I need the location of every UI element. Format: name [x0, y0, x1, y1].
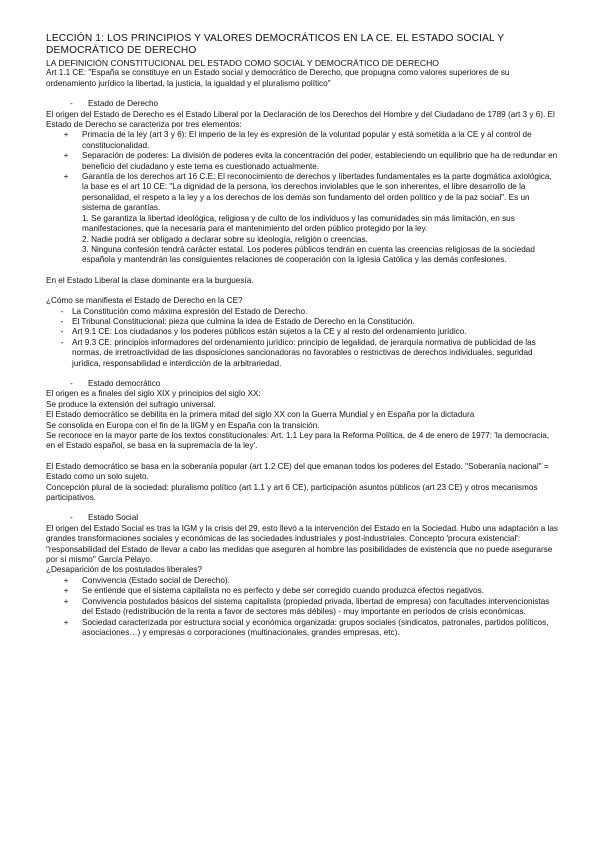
list-item-text: Primacía de la ley (art 3 y 6): El imperio de la ley es expresión de la voluntad popular y está sometida a la CE y al control de constitucionalidad.: [82, 130, 532, 150]
list-item-text: Sociedad caracterizada por estructura social y económica organizada: grupos sociales (sindicatos, patronales, partidos políticos, asociaciones…) y empresas o corporaciones (multinacionales, grandes empresas, etc).: [82, 617, 549, 637]
plus-bullet: +: [63, 586, 69, 596]
plus-bullet: +: [63, 172, 69, 182]
text-line: El Estado democrático se debilita en la primera mitad del siglo XX con la Guerra Mundial y en España por la dictadura: [46, 410, 475, 420]
list-item-text: Convivencia (Estado social de Derecho).: [82, 575, 230, 585]
list-item-text: Art 9.1 CE: Los ciudadanos y los poderes públicos están sujetos a la CE y al resto del ordenamiento jurídico.: [72, 327, 467, 337]
document-page: [46, 33, 560, 638]
list-item: [46, 338, 560, 369]
list-item-text: Art 9.3 CE: principios informadores del ordenamiento jurídico: principio de legalidad, de jerarquía normativa de publicidad de las normas, de irretroactividad de las disposiciones sancionadoras no favorables o restrictivas de derechos individuales, seguridad jurídica, responsabilidad e interdicción de la arbitrariedad.: [72, 337, 536, 368]
question: ¿Cómo se manifiesta el Estado de Derecho en la CE?: [46, 296, 243, 306]
intro-paragraph: Art 1.1 CE: "España se constituye en un Estado social y democrático de Derecho, que propugna como valores superiores de su ordenamiento jurídico la libertad, la justicia, la igualdad y el pluralismo político": [46, 68, 510, 88]
list-item: [46, 130, 560, 151]
dash-bullet: -: [70, 513, 73, 523]
paragraph: Concepción plural de la sociedad: pluralismo político (art 1.1 y art 6 CE), participación asuntos públicos (art 23 CE) y otros mecanismos participativos.: [46, 482, 538, 503]
list-item: [46, 151, 560, 172]
text-line: El origen es a finales del siglo XIX y principios del siglo XX:: [46, 389, 261, 399]
list-item: [46, 597, 560, 618]
list-item: [46, 172, 560, 214]
document-subtitle: LA DEFINICIÓN CONSTITUCIONAL DEL ESTADO COMO SOCIAL Y DEMOCRÁTICO DE DERECHO: [46, 57, 439, 68]
heading-text: Estado Social: [88, 513, 139, 523]
list-item: [46, 618, 560, 639]
list-item: [46, 586, 560, 596]
dash-bullet: -: [70, 378, 73, 388]
plus-list: [46, 576, 560, 638]
paragraph: El Estado democrático se basa en la soberanía popular (art 1.2 CE) del que emanan todos los poderes del Estado. "Soberanía nacional" = Estado como un solo sujeto.: [46, 461, 549, 482]
dash-bullet: -: [60, 306, 64, 316]
plus-bullet: +: [63, 596, 69, 606]
list-item-text: Convivencia postulados básicos del sistema capitalista (propiedad privada, libertad de empresa) con facultades intervencionistas del Estado (redistribución de la renta a favor de sectores más débiles) - muy importante en períodos de crisis económicas.: [82, 596, 550, 617]
plus-list: [46, 130, 560, 213]
numbered-item: 2. Nadie podrá ser obligado a declarar sobre su ideología, religión o creencias.: [82, 234, 368, 244]
plus-bullet: +: [63, 575, 69, 585]
numbered-item: 3. Ninguna confesión tendrá carácter estatal. Los poderes públicos tendrán en cuenta las creencias religiosas de la sociedad española y mantendrán las consiguientes relaciones de cooperación con la Iglesia Católica y las demás confesiones.: [82, 244, 535, 265]
question: ¿Desaparición de los postulados liberales?: [46, 565, 203, 575]
heading-text: Estado de Derecho: [88, 99, 159, 109]
heading-text: Estado democrático: [88, 378, 161, 388]
plus-bullet: +: [63, 617, 69, 627]
paragraph: El origen del Estado de Derecho es el Estado Liberal por la Declaración de los Derechos del Hombre y del Ciudadano de 1789 (art 3 y 6). El Estado de Derecho se caracteriza por tres elementos:: [46, 109, 555, 130]
section-heading-estado-democratico: [46, 379, 560, 389]
list-item-text: El Tribunal Constitucional: pieza que culmina la idea de Estado de Derecho en la Constitución.: [72, 316, 415, 326]
list-item-text: Separación de poderes: La división de poderes evita la concentración del poder, estableciendo un equilibrio que ha de redundar en beneficio del ciudadano y este tema es cuestionado actualmente.: [82, 151, 558, 171]
list-item-text: Garantía de los derechos art 16 C.E: El reconocimiento de derechos y libertades fundamentales es la parte dogmática axiológica, la base es el art 10 CE: "La dignidad de la persona, los derechos inviolables que le son inherentes, el libre desarrollo de la personalidad, el respeto a la ley y a los derechos de los demás son fundamento del orden político y de la paz social". Es un sistema de garantías.: [82, 172, 552, 213]
paragraph: El origen del Estado Social es tras la IGM y la crisis del 29, esto llevó a la intervención del Estado en la Sociedad. Hubo una adaptación a las grandes transformaciones sociales y económicas de las sociedades industriales y post-industriales. Concepto 'procura existencial': "responsabilidad del Estado de llevar a cabo las medidas que aseguren al hombre las posibilidades de existencia que no puede asegurarse por sí mismo" García Pelayo.: [46, 523, 559, 565]
dash-bullet: -: [70, 99, 73, 109]
list-item: [46, 576, 560, 586]
text-line: Se reconoce en la mayor parte de los textos constitucionales: Art. 1.1 Ley para la Reforma Política, de 4 de enero de 1977: 'la democracia, en el Estado español, se basa en la supremacía de la ley'.: [46, 431, 550, 451]
section-heading-estado-social: [46, 513, 560, 523]
numbered-item: 1. Se garantiza la libertad ideológica, religiosa y de culto de los individuos y las comunidades sin más limitación, en sus manifestaciones, que la necesaria para el mantenimiento del orden público protegido por la ley.: [82, 213, 515, 234]
plus-bullet: +: [63, 130, 69, 140]
dash-bullet: -: [60, 327, 64, 337]
dash-bullet: -: [60, 337, 64, 347]
document-title: LECCIÓN 1: LOS PRINCIPIOS Y VALORES DEMOCRÁTICOS EN LA CE. EL ESTADO SOCIAL Y DEMOCRÁTICO DE DERECHO: [46, 33, 505, 57]
paragraph: En el Estado Liberal la clase dominante era la burguesía.: [46, 275, 254, 285]
list-item: [46, 327, 560, 337]
list-item: [46, 317, 560, 327]
dash-list: [46, 307, 560, 369]
dash-bullet: -: [60, 316, 64, 326]
list-item-text: La Constitución como máxima expresión del Estado de Derecho.: [72, 306, 308, 316]
plus-bullet: +: [63, 151, 69, 161]
text-line: Se consolida en Europa con el fin de la IIGM y en España con la transición.: [46, 420, 320, 430]
text-line: Se produce la extensión del sufragio universal.: [46, 399, 216, 409]
list-item-text: Se entiende que el sistema capitalista no es perfecto y debe ser corregido cuando produzca efectos negativos.: [82, 586, 484, 596]
section-heading-estado-derecho: [46, 99, 560, 109]
list-item: [46, 307, 560, 317]
